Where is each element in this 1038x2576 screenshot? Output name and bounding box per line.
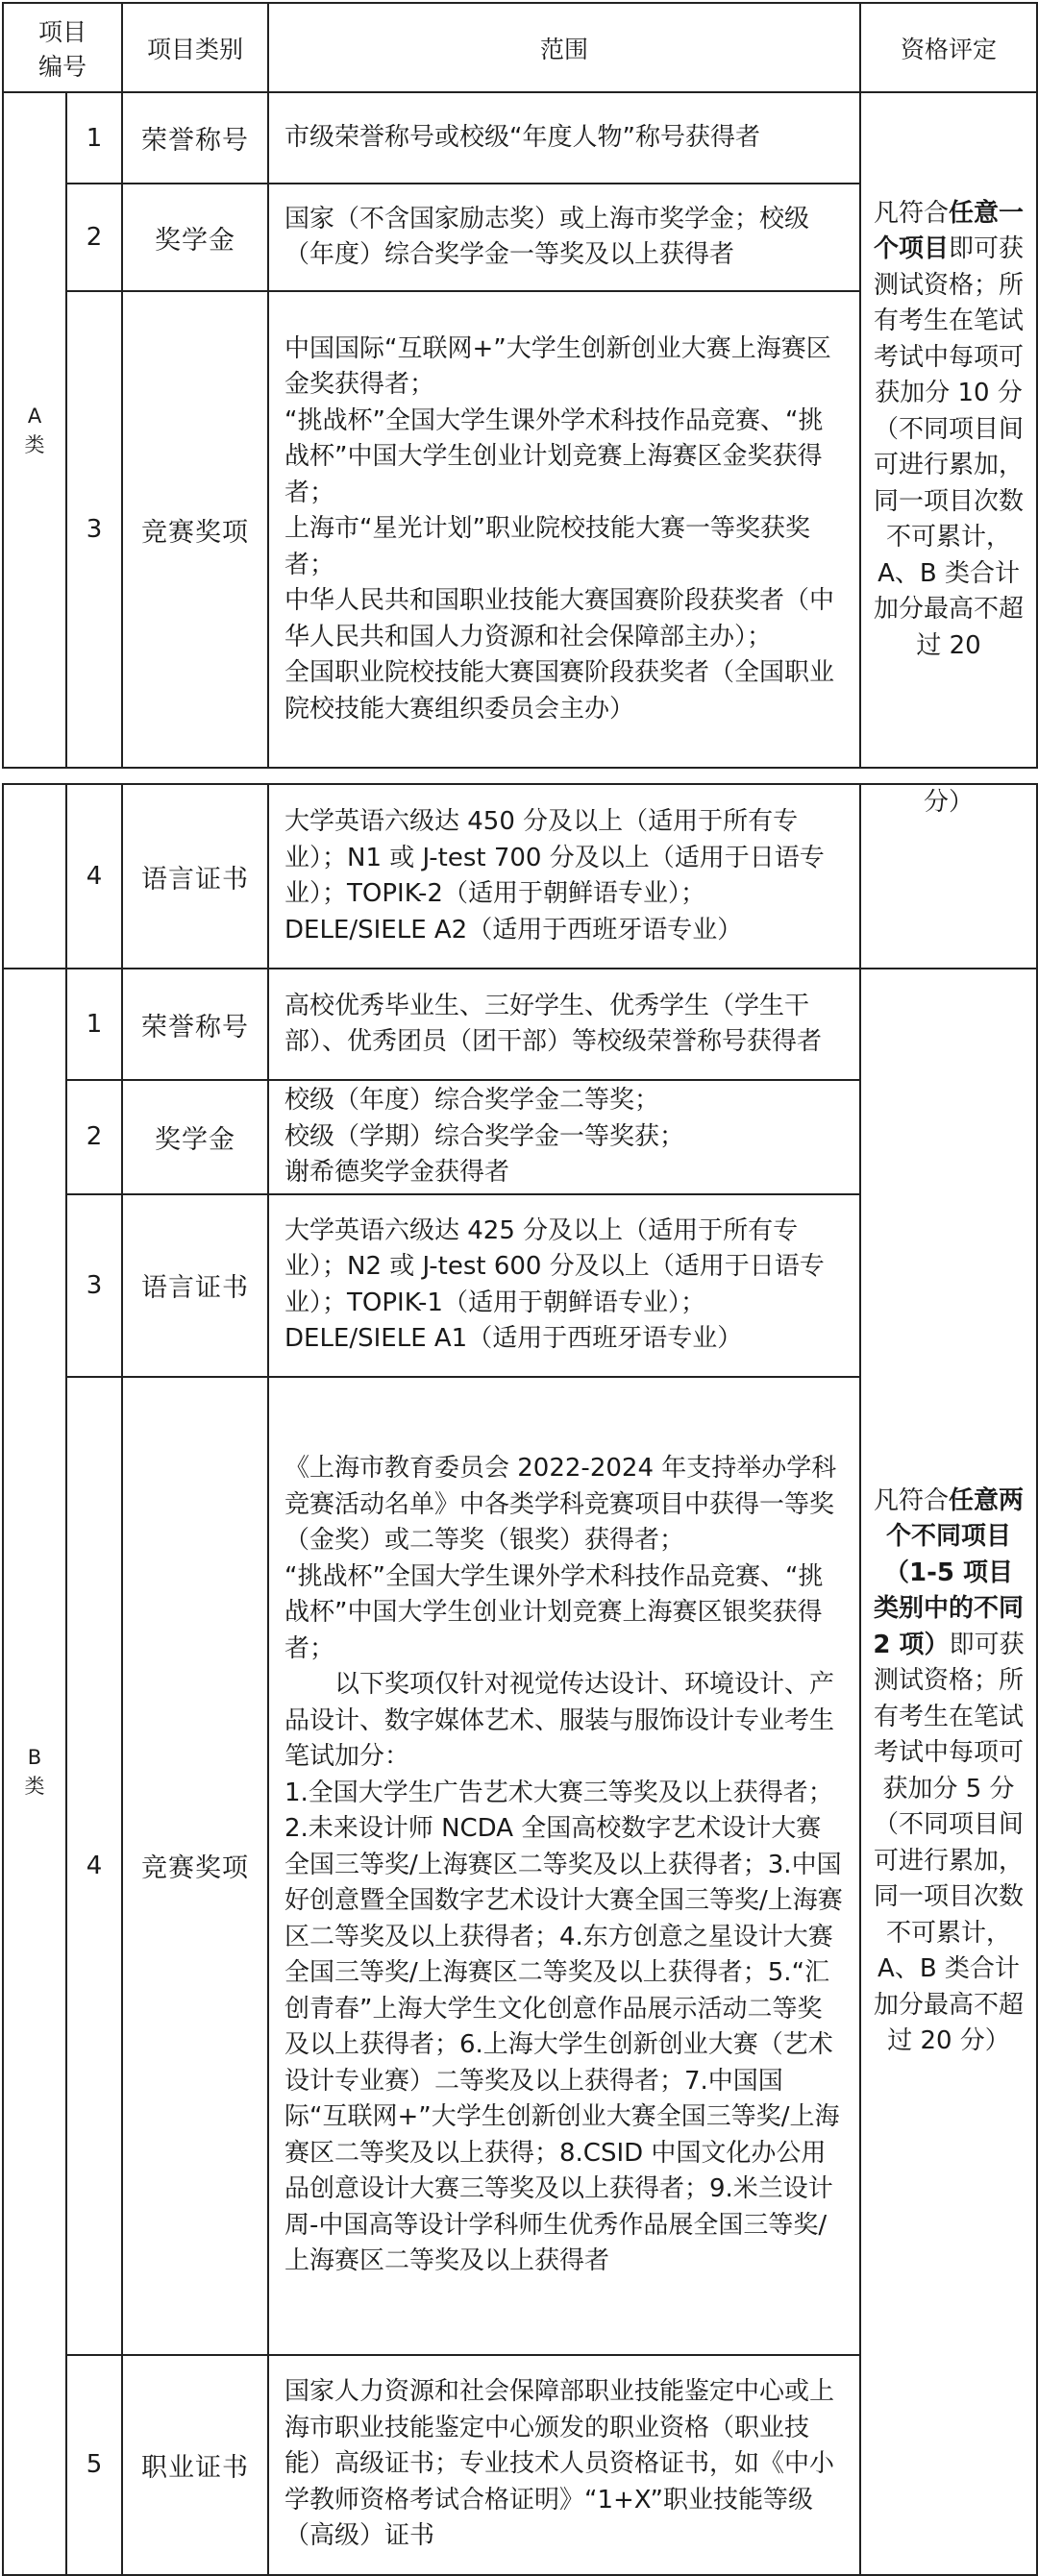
table-row: [3, 92, 1037, 184]
row-number: 1: [66, 969, 122, 1080]
header-type-cell: 项目类别: [122, 3, 268, 92]
scope-paragraph: 《上海市教育委员会 2022-2024 年支持举办学科竞赛活动名单》中各类学科竞赛项目中获得一等奖（金奖）或二等奖（银奖）获得者；: [284, 1454, 837, 1556]
qual-a-post: 即可获测试资格；所有考生在笔试考试中每项可获加分 10 分（不同项目间可进行累加，同一项目次数不可累计，A、B 类合计加分最高不超过 20: [874, 234, 1025, 660]
row-scope: [268, 291, 860, 768]
row-number: 3: [66, 1194, 122, 1377]
scope-line: 上海市“星光计划”职业院校技能大赛一等奖获奖者；: [284, 514, 810, 579]
table-row: [3, 969, 1037, 1080]
scope-paragraph: “挑战杯”全国大学生课外学术科技作品竞赛、“挑战杯”中国大学生创业计划竞赛上海赛区银奖获得者；: [284, 1561, 824, 1663]
qual-a-bold: 任意一个项目: [874, 198, 1025, 264]
category-a-qualification-tail: 分）: [860, 784, 1037, 969]
qual-b-pre: 凡符合: [873, 1485, 949, 1515]
row-type: 职业证书: [122, 2355, 268, 2575]
row-scope: 国家（不含国家励志奖）或上海市奖学金；校级（年度）综合奖学金一等奖及以上获得者: [268, 184, 860, 291]
row-type: 荣誉称号: [122, 92, 268, 184]
row-scope: 大学英语六级达 425 分及以上（适用于所有专业）；N2 或 J-test 600 分及以上（适用于日语专业）；TOPIK-1（适用于朝鲜语专业）；DELE/SIELE A1（适用于西班牙语专业）: [268, 1194, 860, 1377]
category-b-qualification: [860, 969, 1037, 2575]
row-scope: 市级荣誉称号或校级“年度人物”称号获得者: [268, 92, 860, 184]
scope-line: 校级（年度）综合奖学金二等奖；: [284, 1086, 660, 1115]
row-type: 竞赛奖项: [122, 291, 268, 768]
row-scope: 高校优秀毕业生、三好学生、优秀学生（学生干部）、优秀团员（团干部）等校级荣誉称号获得者: [268, 969, 860, 1080]
header-id-line1: 项目: [38, 17, 87, 46]
category-a-continued-cell: [3, 784, 66, 969]
scope-paragraph: 以下奖项仅针对视觉传达设计、环境设计、产品设计、数字媒体艺术、服装与服饰设计专业考生笔试加分：: [284, 1670, 835, 1772]
category-b-cell: [3, 969, 66, 2575]
row-type: 语言证书: [122, 784, 268, 969]
row-type: 竞赛奖项: [122, 1377, 268, 2355]
row-number: 2: [66, 184, 122, 291]
category-a-suffix: 类: [24, 432, 45, 456]
row-scope: 国家人力资源和社会保障部职业技能鉴定中心或上海市职业技能鉴定中心颁发的职业资格（职业技能）高级证书；专业技术人员资格证书，如《中小学教师资格考试合格证明》“1+X”职业技能等级（高级）证书: [268, 2355, 860, 2575]
row-number: 3: [66, 291, 122, 768]
qual-a-pre: 凡符合: [874, 198, 950, 228]
scope-line: 校级（学期）综合奖学金一等奖获；: [284, 1121, 685, 1151]
header-id-line2: 编号: [38, 52, 87, 81]
scope-line: 中国国际“互联网+”大学生创新创业大赛上海赛区金奖获得者；: [284, 333, 831, 400]
header-id-cell: [3, 3, 122, 92]
row-type: 荣誉称号: [122, 969, 268, 1080]
category-b-label: B: [27, 1745, 42, 1769]
scope-line: “挑战杯”全国大学生课外学术科技作品竞赛、“挑战杯”中国大学生创业计划竞赛上海赛区金奖获得者；: [284, 405, 824, 507]
category-a-qualification: [860, 92, 1037, 768]
category-a-label: A: [27, 404, 42, 428]
qualification-table-part2: [2, 783, 1038, 2576]
table-row: [3, 784, 1037, 969]
row-type: 奖学金: [122, 184, 268, 291]
row-scope: 大学英语六级达 450 分及以上（适用于所有专业）；N1 或 J-test 700 分及以上（适用于日语专业）；TOPIK-2（适用于朝鲜语专业）；DELE/SIELE A2（适用于西班牙语专业）: [268, 784, 860, 969]
scope-line: 谢希德奖学金获得者: [284, 1158, 510, 1187]
row-number: 1: [66, 92, 122, 184]
scope-paragraph: 1.全国大学生广告艺术大赛三等奖及以上获得者；2.未来设计师 NCDA 全国高校数字艺术设计大赛全国三等奖/上海赛区二等奖及以上获得者；3.中国好创意暨全国数字艺术设计大赛全国三等奖/上海赛区二等奖及以上获得者；4.东方创意之星设计大赛全国三等奖/上海赛区二等奖及以上获得者；5.“汇创青春”上海大学生文化创意作品展示活动二等奖及以上获得者；6.上海大学生创新创业大赛（艺术设计专业赛）二等奖及以上获得者；7.中国国际“互联网+”大学生创新创业大赛全国三等奖/上海赛区二等奖及以上获得；8.CSID 中国文化办公用品创意设计大赛三等奖及以上获得者；9.米兰设计周-中国高等设计学科师生优秀作品展全国三等奖/上海赛区二等奖及以上获得者: [284, 1778, 843, 2276]
qual-b-post: 即可获测试资格；所有考生在笔试考试中每项可获加分 5 分（不同项目间可进行累加，同一项目次数不可累计，A、B 类合计加分最高不超过 20 分）: [873, 1630, 1025, 2056]
header-scope-cell: 范围: [268, 3, 860, 92]
row-scope: [268, 1377, 860, 2355]
row-type: 奖学金: [122, 1080, 268, 1194]
row-type: 语言证书: [122, 1194, 268, 1377]
category-b-suffix: 类: [24, 1774, 45, 1798]
row-number: 4: [66, 1377, 122, 2355]
row-number: 2: [66, 1080, 122, 1194]
row-scope: [268, 1080, 860, 1194]
row-number: 5: [66, 2355, 122, 2575]
scope-line: 全国职业院校技能大赛国赛阶段获奖者（全国职业院校技能大赛组织委员会主办）: [284, 658, 835, 724]
header-qualification-cell: 资格评定: [860, 3, 1037, 92]
category-a-cell: [3, 92, 66, 768]
table-header-row: [3, 3, 1037, 92]
qual-b-bold: 任意两个不同项目（1-5 项目类别中的不同 2 项）: [873, 1485, 1025, 1659]
qualification-table-part1: [2, 2, 1038, 769]
row-number: 4: [66, 784, 122, 969]
scope-line: 中华人民共和国职业技能大赛国赛阶段获奖者（中华人民共和国人力资源和社会保障部主办）；: [284, 586, 835, 651]
